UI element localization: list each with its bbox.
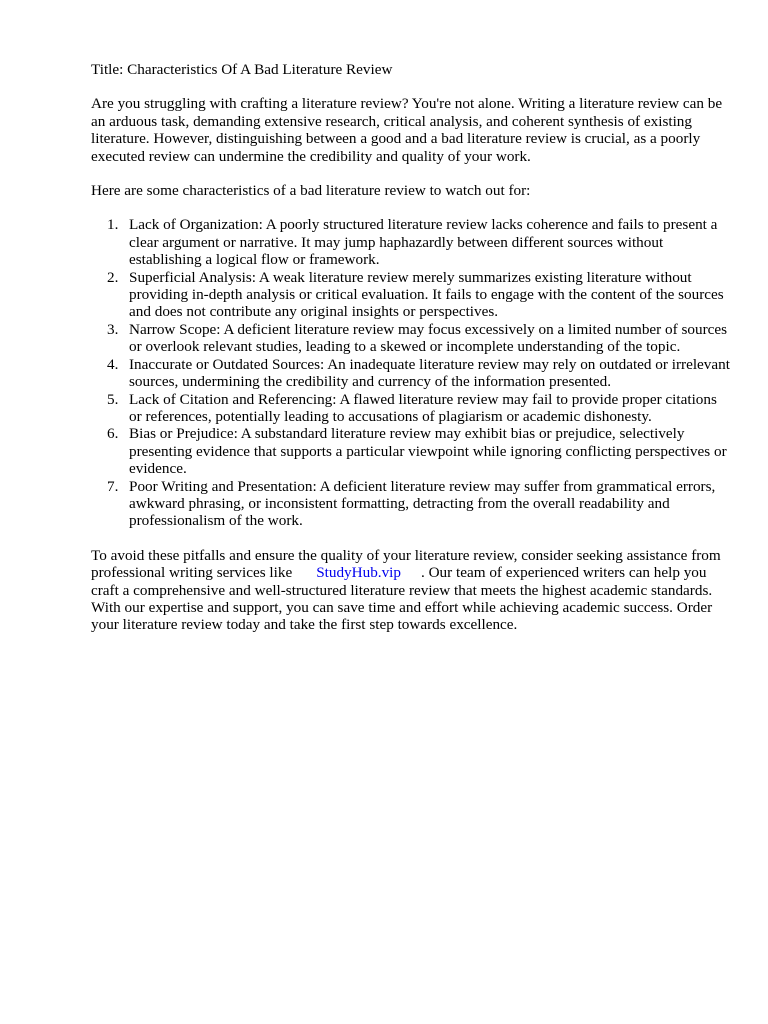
list-item-number: 1. (107, 216, 119, 234)
list-item-number: 2. (107, 268, 119, 286)
list-item (91, 356, 731, 391)
document-page (91, 61, 731, 651)
list-item (91, 425, 731, 477)
list-item (91, 269, 731, 321)
document-title: Title: Characteristics Of A Bad Literature Review (91, 61, 393, 78)
intro-paragraph: Are you struggling with crafting a literature review? You're not alone. Writing a literature review can be an arduous task, demanding extensive research, critical analysis, and coherent synthesis of existing literature. However, distinguishing between a good and a bad literature review is crucial, as a poorly executed review can undermine the credibility and quality of your work. (91, 95, 723, 165)
list-item-number: 4. (107, 355, 119, 373)
list-item-text: Inaccurate or Outdated Sources: An inadequate literature review may rely on outdated or irrelevant sources, undermining the credibility and currency of the information presented. (129, 355, 730, 391)
list-item-number: 6. (107, 425, 119, 443)
list-item-text: Bias or Prejudice: A substandard literature review may exhibit bias or prejudice, selectively presenting evidence that supports a particular viewpoint while ignoring conflicting perspectives or evidence. (129, 425, 727, 478)
list-item (91, 391, 731, 426)
list-item-text: Lack of Organization: A poorly structured literature review lacks coherence and fails to present a clear argument or narrative. It may jump haphazardly between different sources without establishing a logical flow or framework. (129, 216, 718, 269)
list-item-number: 3. (107, 320, 119, 338)
list-item-text: Lack of Citation and Referencing: A flawed literature review may fail to provide proper citations or references, potentially leading to accusations of plagiarism or academic dishonesty. (129, 390, 717, 425)
list-item (91, 216, 731, 268)
closing-paragraph (91, 547, 731, 634)
list-item-number: 7. (107, 477, 119, 495)
closing-text-before-link: To avoid these pitfalls and ensure the quality of your literature review, consider seeking assistance from professional writing services like (91, 546, 721, 582)
list-item (91, 321, 731, 356)
list-item (91, 478, 731, 530)
list-item-text: Superficial Analysis: A weak literature review merely summarizes existing literature without providing in-depth analysis or critical evaluation. It fails to engage with the content of the sources and does not contribute any original insights or perspectives. (129, 268, 724, 321)
list-item-text: Narrow Scope: A deficient literature review may focus excessively on a limited number of sources or overlook relevant studies, leading to a skewed or incomplete understanding of the topic. (129, 320, 728, 356)
list-item-number: 5. (107, 390, 119, 408)
closing-text-after-link: . Our team of experienced writers can help you craft a comprehensive and well-structured literature review that meets the highest academic standards. With our expertise and support, you can save time and effort while achieving academic success. Order your literature review today and take the first step towards excellence. (91, 564, 713, 634)
characteristics-list (91, 216, 731, 529)
list-item-text: Poor Writing and Presentation: A deficient literature review may suffer from grammatical errors, awkward phrasing, or inconsistent formatting, detracting from the overall readability and professionalism of the work. (129, 477, 716, 530)
studyhub-link[interactable]: StudyHub.vip (316, 564, 401, 582)
list-intro-paragraph: Here are some characteristics of a bad literature review to watch out for: (91, 182, 531, 200)
